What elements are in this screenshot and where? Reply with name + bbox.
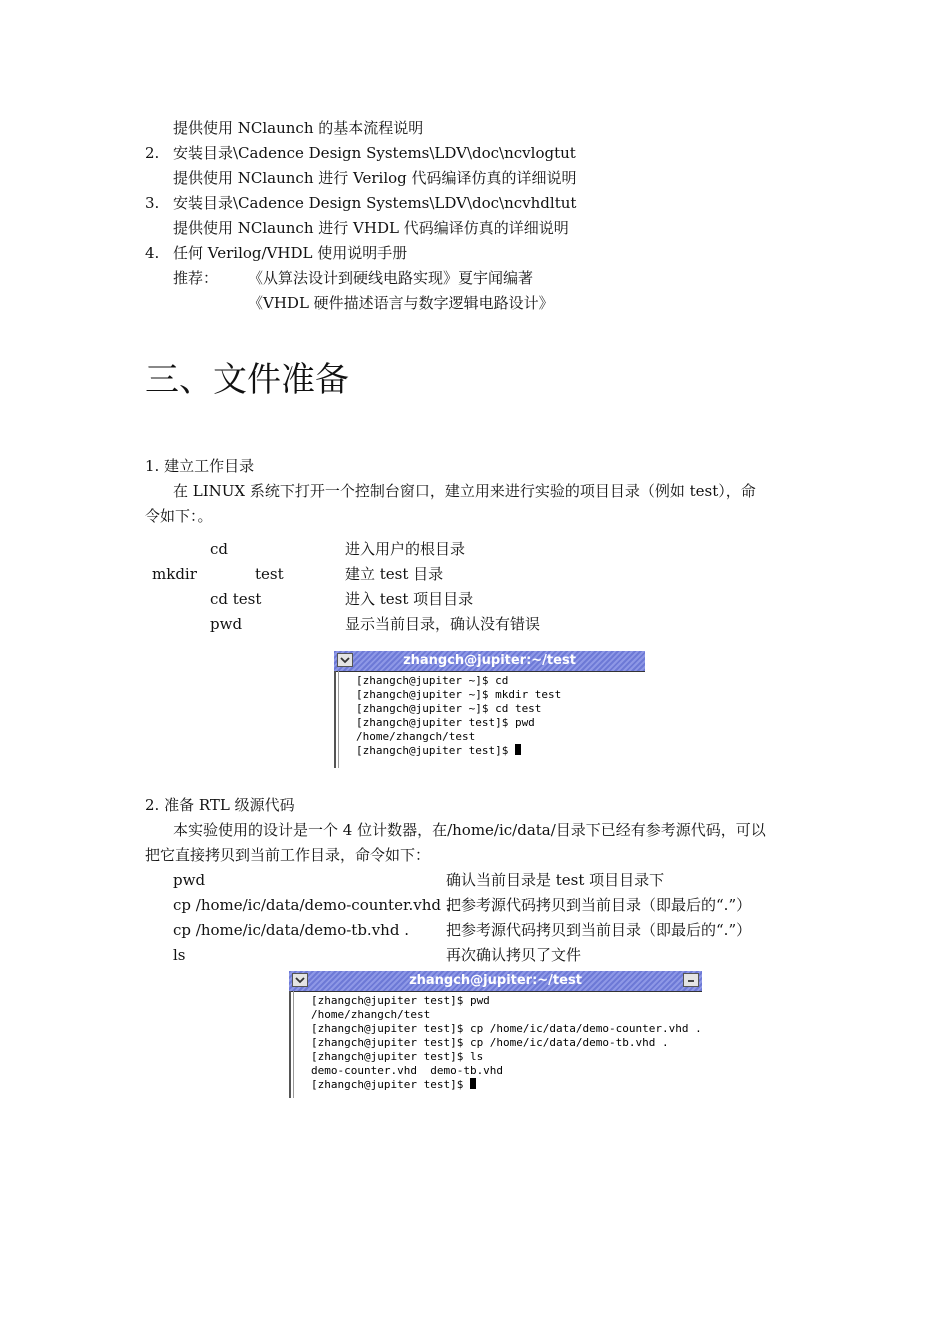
terminal-line: [zhangch@jupiter test]$ pwd xyxy=(311,994,490,1007)
terminal-line: [zhangch@jupiter test]$ cp /home/ic/data/demo-tb.vhd . xyxy=(311,1036,669,1049)
command: cd xyxy=(210,540,229,558)
command-description: 进入用户的根目录 xyxy=(345,540,466,558)
command-description: 把参考源代码拷贝到当前目录（即最后的“.”） xyxy=(446,896,752,914)
terminal-line: /home/zhangch/test xyxy=(311,1008,431,1021)
doc-path: 安装目录\Cadence Design Systems\LDV\doc\ncvhdltut xyxy=(173,194,577,212)
doc-path: 任何 Verilog/VHDL 使用说明手册 xyxy=(173,244,408,262)
command: cd test xyxy=(210,590,262,608)
command-description: 把参考源代码拷贝到当前目录（即最后的“.”） xyxy=(446,921,752,939)
step-heading: 2. 准备 RTL 级源代码 xyxy=(145,796,295,814)
terminal-titlebar xyxy=(289,971,702,992)
terminal-output xyxy=(311,994,702,1098)
command-description: 确认当前目录是 test 项目目录下 xyxy=(446,871,665,889)
command: ls xyxy=(173,946,186,964)
command: pwd xyxy=(210,615,243,633)
terminal-line: demo-counter.vhd demo-tb.vhd xyxy=(311,1064,504,1077)
command: mkdir xyxy=(152,565,197,583)
terminal-prompt: [zhangch@jupiter test]$ xyxy=(356,744,515,757)
section-title: 三、文件准备 xyxy=(145,360,349,400)
terminal-screenshot xyxy=(289,971,702,1098)
minimize-button[interactable] xyxy=(683,973,699,987)
list-number: 2. xyxy=(145,144,160,162)
doc-path: 安装目录\Cadence Design Systems\LDV\doc\ncvlogtut xyxy=(173,144,576,162)
paragraph-line: 本实验使用的设计是一个 4 位计数器，在/home/ic/data/目录下已经有参考源代码，可以 xyxy=(173,821,766,839)
command-description: 再次确认拷贝了文件 xyxy=(446,946,582,964)
paragraph-line: 令如下：。 xyxy=(145,507,213,525)
terminal-line: [zhangch@jupiter test]$ cp /home/ic/data/demo-counter.vhd . xyxy=(311,1022,702,1035)
terminal-cursor xyxy=(470,1078,476,1089)
terminal-prompt-line xyxy=(356,744,645,758)
command-arg: test xyxy=(255,565,284,583)
command-description: 显示当前目录，确认没有错误 xyxy=(345,615,541,633)
terminal-prompt: [zhangch@jupiter test]$ xyxy=(311,1078,470,1091)
terminal-cursor xyxy=(515,744,521,755)
terminal-line: [zhangch@jupiter ~]$ cd test xyxy=(356,702,542,715)
command-description: 建立 test 目录 xyxy=(345,565,444,583)
command: cp /home/ic/data/demo-tb.vhd . xyxy=(173,921,409,939)
terminal-line: [zhangch@jupiter test]$ pwd xyxy=(356,716,535,729)
terminal-screenshot xyxy=(334,651,645,768)
doc-description: 提供使用 NClaunch 进行 Verilog 代码编译仿真的详细说明 xyxy=(173,169,577,187)
terminal-line: [zhangch@jupiter ~]$ mkdir test xyxy=(356,688,562,701)
terminal-prompt-line xyxy=(311,1078,702,1092)
step-heading: 1. 建立工作目录 xyxy=(145,457,255,475)
terminal-line: /home/zhangch/test xyxy=(356,730,476,743)
command-description: 进入 test 项目目录 xyxy=(345,590,474,608)
command: cp /home/ic/data/demo-counter.vhd . xyxy=(173,896,451,914)
terminal-line: [zhangch@jupiter test]$ ls xyxy=(311,1050,484,1063)
terminal-line: [zhangch@jupiter ~]$ cd xyxy=(356,674,509,687)
intro-line: 提供使用 NClaunch 的基本流程说明 xyxy=(173,119,424,137)
book-title: 《VHDL 硬件描述语言与数字逻辑电路设计》 xyxy=(248,294,554,312)
terminal-output xyxy=(356,674,645,768)
paragraph-line: 在 LINUX 系统下打开一个控制台窗口，建立用来进行实验的项目目录（例如 test），命 xyxy=(173,482,756,500)
list-number: 4. xyxy=(145,244,160,262)
command: pwd xyxy=(173,871,206,889)
book-title: 《从算法设计到硬线电路实现》夏宇闻编著 xyxy=(248,269,534,287)
terminal-titlebar xyxy=(334,651,645,672)
recommend-label: 推荐： xyxy=(173,269,219,287)
doc-description: 提供使用 NClaunch 进行 VHDL 代码编译仿真的详细说明 xyxy=(173,219,569,237)
terminal-title: zhangch@jupiter:~/test xyxy=(403,653,576,668)
list-number: 3. xyxy=(145,194,160,212)
terminal-title: zhangch@jupiter:~/test xyxy=(409,973,582,988)
paragraph-line: 把它直接拷贝到当前工作目录，命令如下： xyxy=(145,846,431,864)
